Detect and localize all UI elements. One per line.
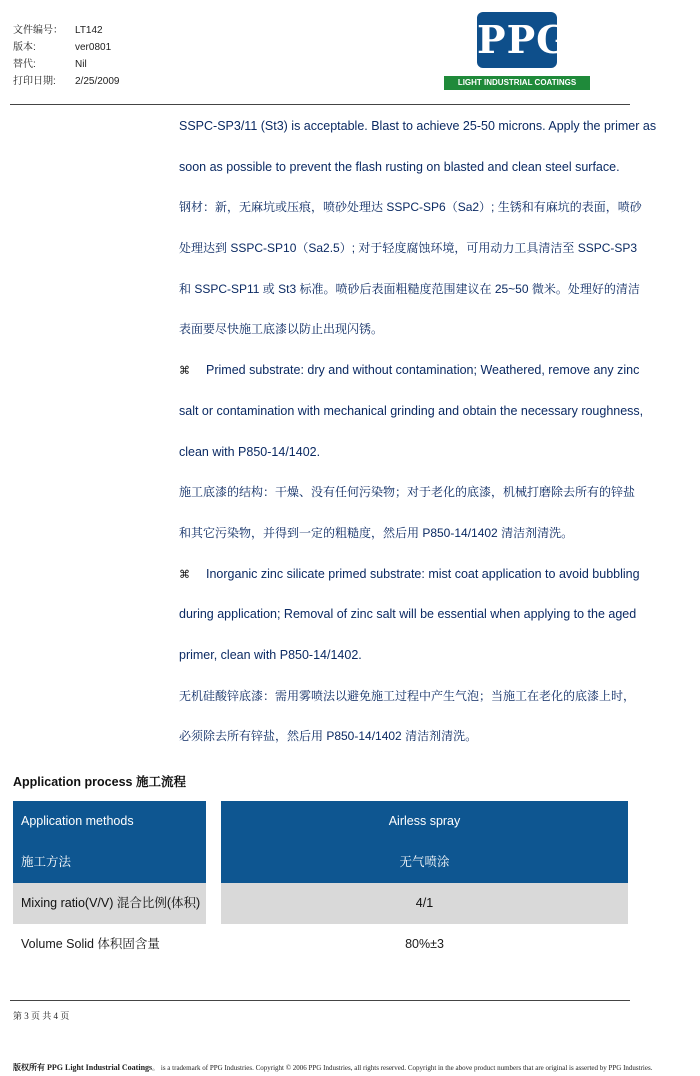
meta-value: Nil bbox=[75, 59, 87, 70]
table-label-cell: Application methods bbox=[13, 801, 206, 842]
text-line: 施工底漆的结构：干燥、没有任何污染物；对于老化的底漆，机械打磨除去所有的锌盐 bbox=[179, 485, 636, 500]
table-row bbox=[13, 924, 628, 965]
body-text bbox=[179, 106, 657, 757]
table-row bbox=[13, 801, 628, 842]
text-line: during application; Removal of zinc salt will be essential when applying to the aged bbox=[179, 607, 637, 622]
page-number: 第 3 页 共 4 页 bbox=[13, 1011, 70, 1021]
text-line: 表面要尽快施工底漆以防止出现闪锈。 bbox=[179, 322, 384, 337]
header-divider bbox=[10, 104, 630, 105]
table-row bbox=[13, 842, 628, 883]
table-label-cell: 施工方法 bbox=[13, 842, 206, 883]
meta-row bbox=[13, 73, 120, 90]
table-row bbox=[13, 883, 628, 924]
text-line: ⌘ Primed substrate: dry and without contamination; Weathered, remove any zinc bbox=[179, 363, 640, 378]
meta-label: 文件编号： bbox=[13, 25, 63, 36]
text-line: 钢材：新，无麻坑或压痕，喷砂处理达 SSPC-SP6（Sa2）; 生锈和有麻坑的表面，喷砂 bbox=[179, 200, 642, 215]
section-title: Application process 施工流程 bbox=[13, 775, 186, 789]
meta-row bbox=[13, 39, 120, 56]
table-label-cell: Mixing ratio(V/V) 混合比例(体积) bbox=[13, 883, 206, 924]
meta-value: 2/25/2009 bbox=[75, 76, 120, 87]
table-value-cell: 无气喷涂 bbox=[221, 842, 628, 883]
meta-value: ver0801 bbox=[75, 42, 112, 53]
copyright-owner: 版权所有 PPG Light Industrial Coatings bbox=[13, 1063, 153, 1072]
footer-divider bbox=[10, 1000, 630, 1001]
text-line: SSPC-SP3/11 (St3) is acceptable. Blast to achieve 25-50 microns. Apply the primer as bbox=[179, 119, 657, 133]
table-value-cell: Airless spray bbox=[221, 801, 628, 842]
text-line: ⌘ Inorganic zinc silicate primed substrate: mist coat application to avoid bubbling bbox=[179, 566, 640, 581]
copyright-text: 。 is a trademark of PPG Industries. Copyright © 2006 PPG Industries, all rights reserved. Copyright in the above product numbers that are original is asserted by PPG Industries. bbox=[152, 1064, 653, 1072]
text-line: soon as possible to prevent the flash rusting on blasted and clean steel surface. bbox=[179, 159, 620, 174]
meta-value: LT142 bbox=[75, 25, 103, 36]
application-table bbox=[13, 801, 628, 965]
text-line: 必须除去所有锌盐，然后用 P850-14/1402 清洁剂清洗。 bbox=[179, 729, 478, 744]
table-value-cell: 4/1 bbox=[221, 883, 628, 924]
meta-label: 打印日期: bbox=[13, 76, 56, 87]
meta-row bbox=[13, 56, 120, 73]
logo-mark: PPG bbox=[477, 12, 557, 68]
text-line: 和其它污染物，并得到一定的粗糙度，然后用 P850-14/1402 清洁剂清洗。 bbox=[179, 525, 574, 540]
table-label-cell: Volume Solid 体积固含量 bbox=[21, 937, 160, 951]
meta-label: 版本: bbox=[13, 42, 36, 53]
text-line: 和 SSPC-SP11 或 St3 标准。喷砂后表面粗糙度范围建议在 25~50 微米。处理好的清洁 bbox=[179, 281, 640, 296]
copyright-notice bbox=[13, 1062, 652, 1073]
text-line: 无机硅酸锌底漆：需用雾喷法以避免施工过程中产生气泡；当施工在老化的底漆上时， bbox=[179, 688, 636, 703]
logo-band: LIGHT INDUSTRIAL COATINGS bbox=[444, 76, 590, 90]
text-line: salt or contamination with mechanical grinding and obtain the necessary roughness, bbox=[179, 403, 644, 418]
ppg-logo bbox=[444, 12, 590, 90]
meta-row bbox=[13, 22, 120, 39]
table-value-cell: 80%±3 bbox=[405, 937, 444, 951]
bullet-icon: ⌘ bbox=[179, 568, 190, 581]
text-line: clean with P850-14/1402. bbox=[179, 444, 321, 459]
text-line: 处理达到 SSPC-SP10（Sa2.5）; 对于轻度腐蚀环境，可用动力工具清洁至 SSPC-SP3 bbox=[179, 241, 638, 256]
document-meta bbox=[13, 22, 120, 90]
meta-label: 替代: bbox=[13, 59, 36, 70]
text-line: primer, clean with P850-14/1402. bbox=[179, 647, 362, 662]
bullet-icon: ⌘ bbox=[179, 365, 190, 378]
